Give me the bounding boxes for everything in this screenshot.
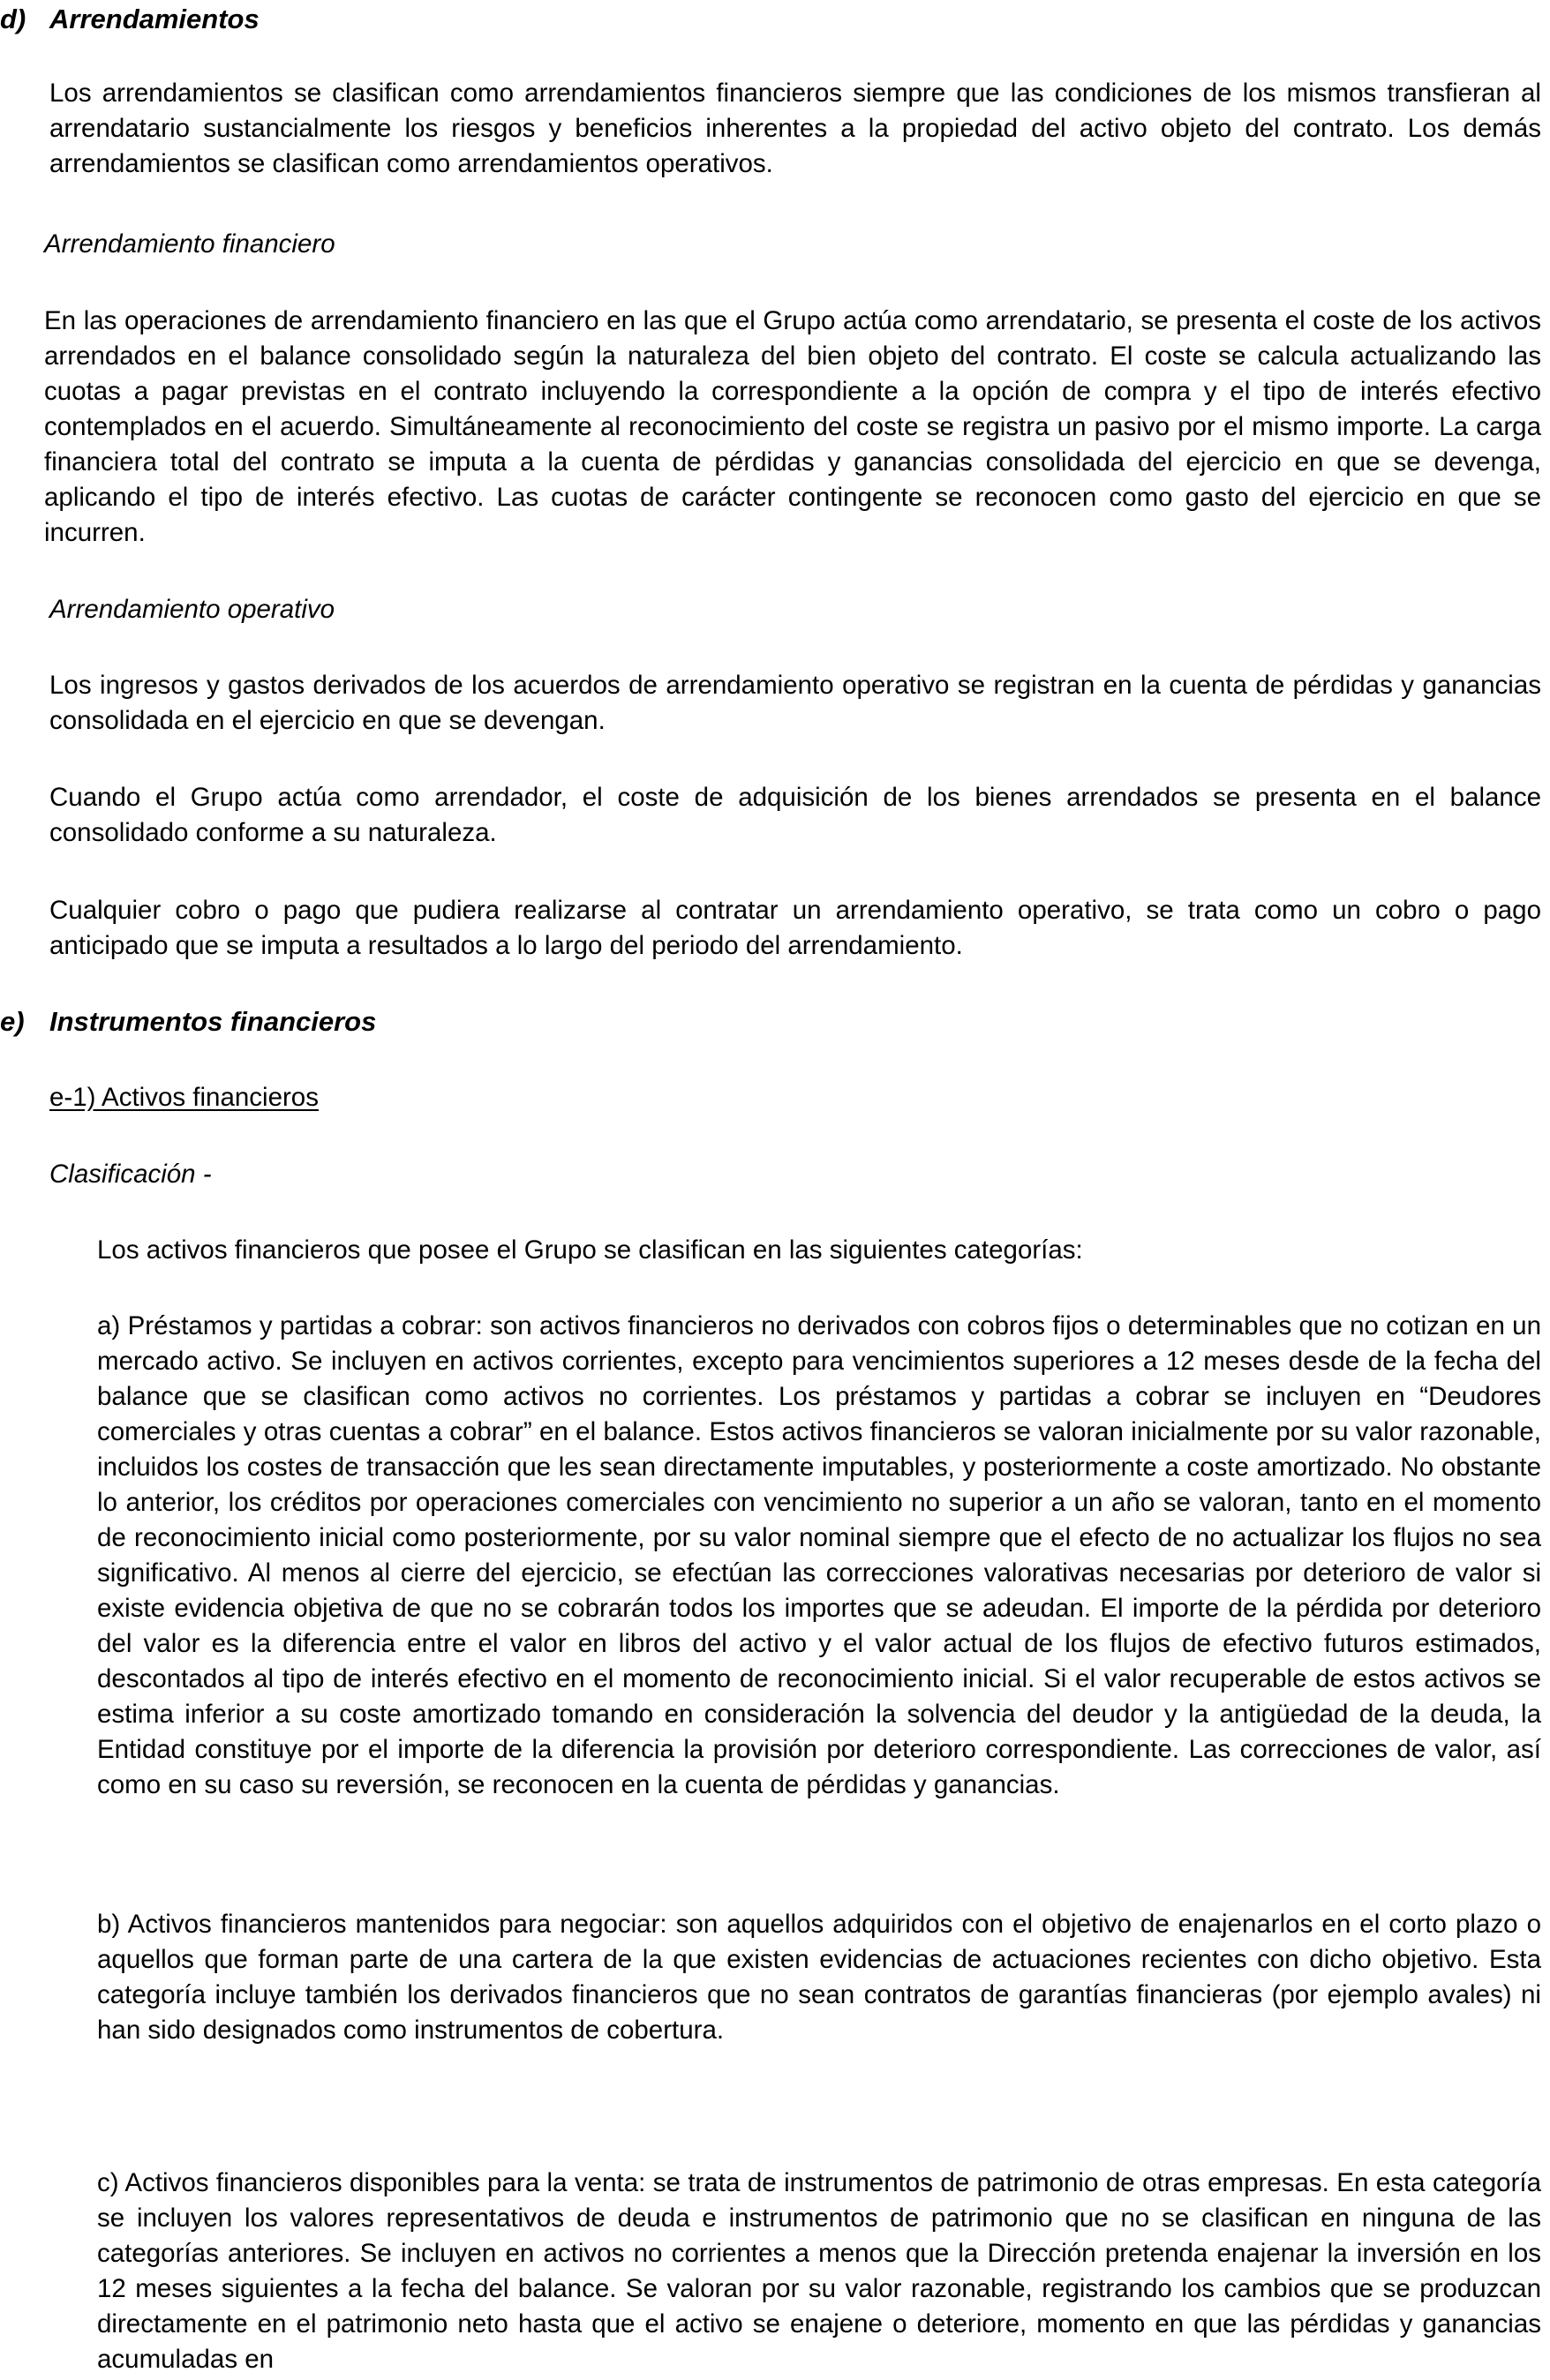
section-e-title: Instrumentos financieros <box>49 1006 377 1037</box>
section-d-title: Arrendamientos <box>49 4 260 34</box>
clasificacion-item-c: c) Activos financieros disponibles para la venta: se trata de instrumentos de patrimonio de otras empresas. En esta categoría se incluyen los valores representativos de deuda e instrumentos de patrimonio que no se clasifican en ninguna de las categorías anteriores. Se incluyen en activos no corrientes a menos que la Dirección pretenda enajenar la inversión en los 12 meses siguientes a la fecha del balance. Se valoran por su valor razonable, registrando los cambios que se produzcan directamente en el patrimonio neto hasta que el activo se enajene o deteriore, momento en que las pérdidas y ganancias acumuladas en <box>97 2168 1541 2374</box>
arrendamiento-financiero-title: Arrendamiento financiero <box>44 229 335 259</box>
section-e-heading <box>0 1004 376 1040</box>
activos-financieros-subheading: e-1) Activos financieros <box>49 1083 319 1112</box>
clasificacion-item-b: b) Activos financieros mantenidos para negociar: son aquellos adquiridos con el objetivo de enajenarlos en el corto plazo o aquellos que forman parte de una cartera de la que existen evidencias de actuaciones recientes con dicho objetivo. Esta categoría incluye también los derivados financieros que no sean contratos de garantías financieras (por ejemplo avales) ni han sido designados como instrumentos de cobertura. <box>97 1910 1541 2045</box>
arrendamiento-operativo-text-1: Los ingresos y gastos derivados de los acuerdos de arrendamiento operativo se registran en la cuenta de pérdidas y ganancias consolidada en el ejercicio en que se devengan. <box>49 671 1541 735</box>
arrendamiento-operativo-text-2: Cuando el Grupo actúa como arrendador, el coste de adquisición de los bienes arrendados se presenta en el balance consolidado conforme a su naturaleza. <box>49 783 1541 847</box>
clasificacion-intro: Los activos financieros que posee el Grupo se clasifican en las siguientes categorías: <box>97 1235 1083 1265</box>
section-d-intro: Los arrendamientos se clasifican como arrendamientos financieros siempre que las condiciones de los mismos transfieran al arrendatario sustancialmente los riesgos y beneficios inherentes a la propiedad del activo objeto del contrato. Los demás arrendamientos se clasifican como arrendamientos operativos. <box>49 79 1541 178</box>
arrendamiento-operativo-text-3: Cualquier cobro o pago que pudiera realizarse al contratar un arrendamiento operativo, se trata como un cobro o pago anticipado que se imputa a resultados a lo largo del periodo del arrendamiento. <box>49 896 1541 960</box>
section-e-letter: e) <box>0 1006 25 1037</box>
clasificacion-item-a: a) Préstamos y partidas a cobrar: son activos financieros no derivados con cobros fijos o determinables que no cotizan en un mercado activo. Se incluyen en activos corrientes, excepto para vencimientos superiores a 12 meses desde de la fecha del balance que se clasifican como activos no corrientes. Los préstamos y partidas a cobrar se incluyen en “Deudores comerciales y otras cuentas a cobrar” en el balance. Estos activos financieros se valoran inicialmente por su valor razonable, incluidos los costes de transacción que les sean directamente imputables, y posteriormente a coste amortizado. No obstante lo anterior, los créditos por operaciones comerciales con vencimiento no superior a un año se valoran, tanto en el momento de reconocimiento inicial como posteriormente, por su valor nominal siempre que el efecto de no actualizar los flujos no sea significativo. Al menos al cierre del ejercicio, se efectúan las correcciones valorativas necesarias por deterioro de valor si existe evidencia objetiva de que no se cobrarán todos los importes que se adeudan. El importe de la pérdida por deterioro del valor es la diferencia entre el valor en libros del activo y el valor actual de los flujos de efectivo futuros estimados, descontados al tipo de interés efectivo en el momento de reconocimiento inicial. Si el valor recuperable de estos activos se estima inferior a su coste amortizado tomando en consideración la solvencia del deudor y la antigüedad de la deuda, la Entidad constituye por el importe de la diferencia la provisión por deterioro correspondiente. Las correcciones de valor, así como en su caso su reversión, se reconocen en la cuenta de pérdidas y ganancias. <box>97 1311 1541 1799</box>
clasificacion-title: Clasificación - <box>49 1160 212 1189</box>
arrendamiento-financiero-text: En las operaciones de arrendamiento financiero en las que el Grupo actúa como arrendatario, se presenta el coste de los activos arrendados en el balance consolidado según la naturaleza del bien objeto del contrato. El coste se calcula actualizando las cuotas a pagar previstas en el contrato incluyendo la correspondiente a la opción de compra y el tipo de interés efectivo contemplados en el acuerdo. Simultáneamente al reconocimiento del coste se registra un pasivo por el mismo importe. La carga financiera total del contrato se imputa a la cuenta de pérdidas y ganancias consolidada del ejercicio en que se devenga, aplicando el tipo de interés efectivo. Las cuotas de carácter contingente se reconocen como gasto del ejercicio en que se incurren. <box>44 306 1541 547</box>
arrendamiento-operativo-title: Arrendamiento operativo <box>49 595 335 624</box>
section-d-heading <box>0 2 260 37</box>
section-d-letter: d) <box>0 4 26 34</box>
